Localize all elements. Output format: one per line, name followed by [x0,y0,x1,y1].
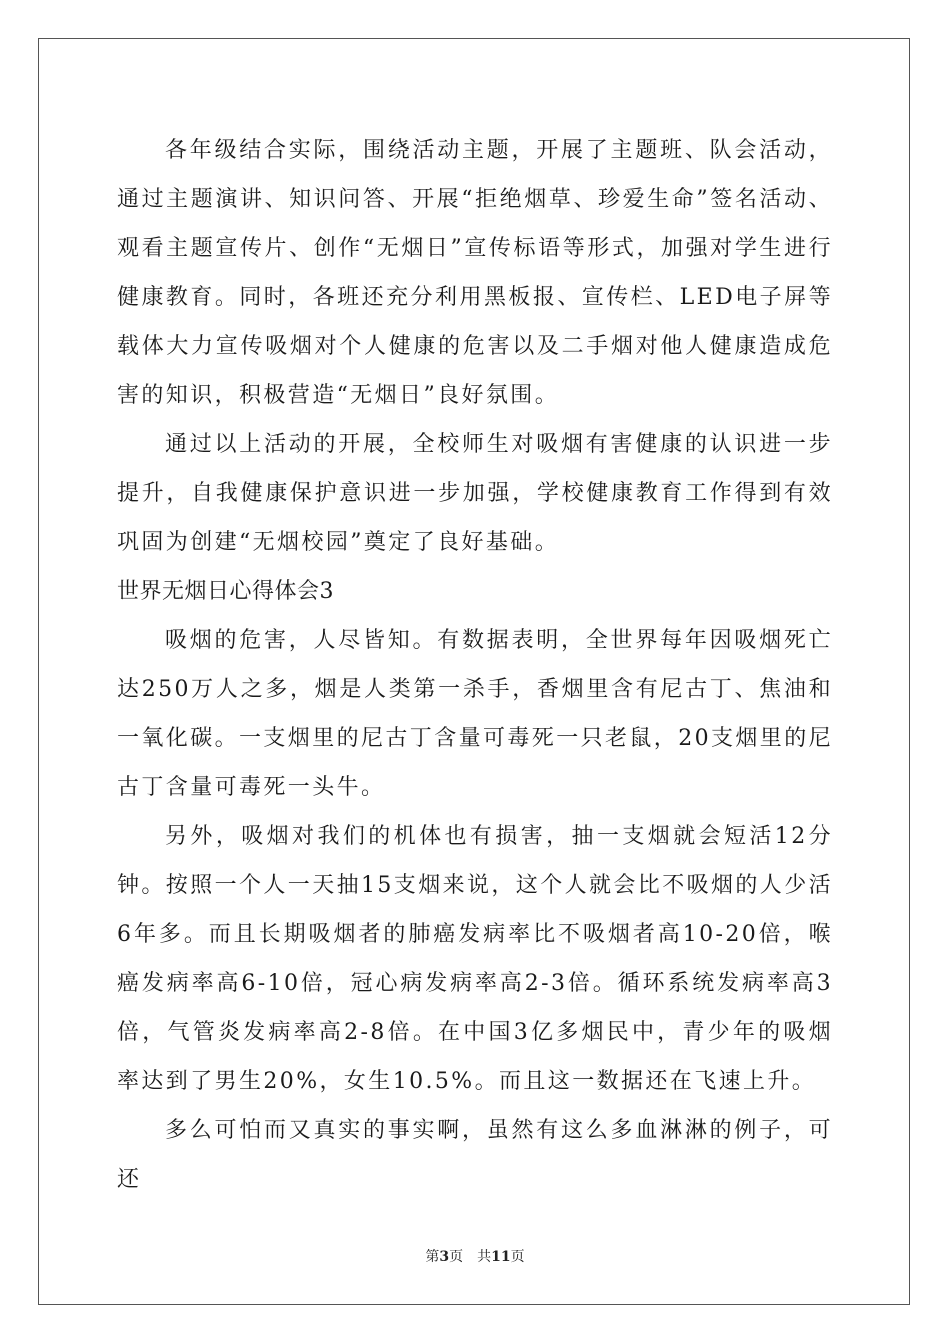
paragraph-activities: 各年级结合实际，围绕活动主题，开展了主题班、队会活动，通过主题演讲、知识问答、开展“拒绝烟草、珍爱生命”签名活动、观看主题宣传片、创作“无烟日”宣传标语等形式，加强对学生进行健康教育。同时，各班还充分利用黑板报、宣传栏、LED电子屏等载体大力宣传吸烟对个人健康的危害以及二手烟对他人健康造成危害的知识，积极营造“无烟日”良好氛围。 [117,138,833,408]
footer-total-pages: 11 [491,1249,511,1265]
section-heading: 世界无烟日心得体会3 [117,579,334,604]
paragraph-statistics: 另外，吸烟对我们的机体也有损害，抽一支烟就会短活12分钟。按照一个人一天抽15支烟来说，这个人就会比不吸烟的人少活6年多。而且长期吸烟者的肺癌发病率比不吸烟者高10-20倍，喉癌发病率高6-10倍，冠心病发病率高2-3倍。循环系统发病率高3倍，气管炎发病率高2-8倍。在中国3亿多烟民中，青少年的吸烟率达到了男生20%，女生10.5%。而且这一数据还在飞速上升。 [117,824,833,1094]
footer-total-suffix: 页 [510,1249,525,1265]
footer-total-prefix: 共 [477,1249,492,1265]
footer-page-suffix: 页 [449,1249,464,1265]
paragraph-results: 通过以上活动的开展，全校师生对吸烟有害健康的认识进一步提升，自我健康保护意识进一步加强，学校健康教育工作得到有效巩固为创建“无烟校园”奠定了良好基础。 [117,432,833,555]
paragraph-continuation: 多么可怕而又真实的事实啊，虽然有这么多血淋淋的例子，可还 [117,1118,833,1192]
footer-prefix: 第 [425,1249,440,1265]
paragraph-smoking-harm: 吸烟的危害，人尽皆知。有数据表明，全世界每年因吸烟死亡达250万人之多，烟是人类第一杀手，香烟里含有尼古丁、焦油和一氧化碳。一支烟里的尼古丁含量可毒死一只老鼠，20支烟里的尼古丁含量可毒死一头牛。 [117,628,833,800]
document-body [117,126,833,1204]
footer-page-number: 3 [439,1249,450,1265]
page-footer [0,1247,950,1267]
